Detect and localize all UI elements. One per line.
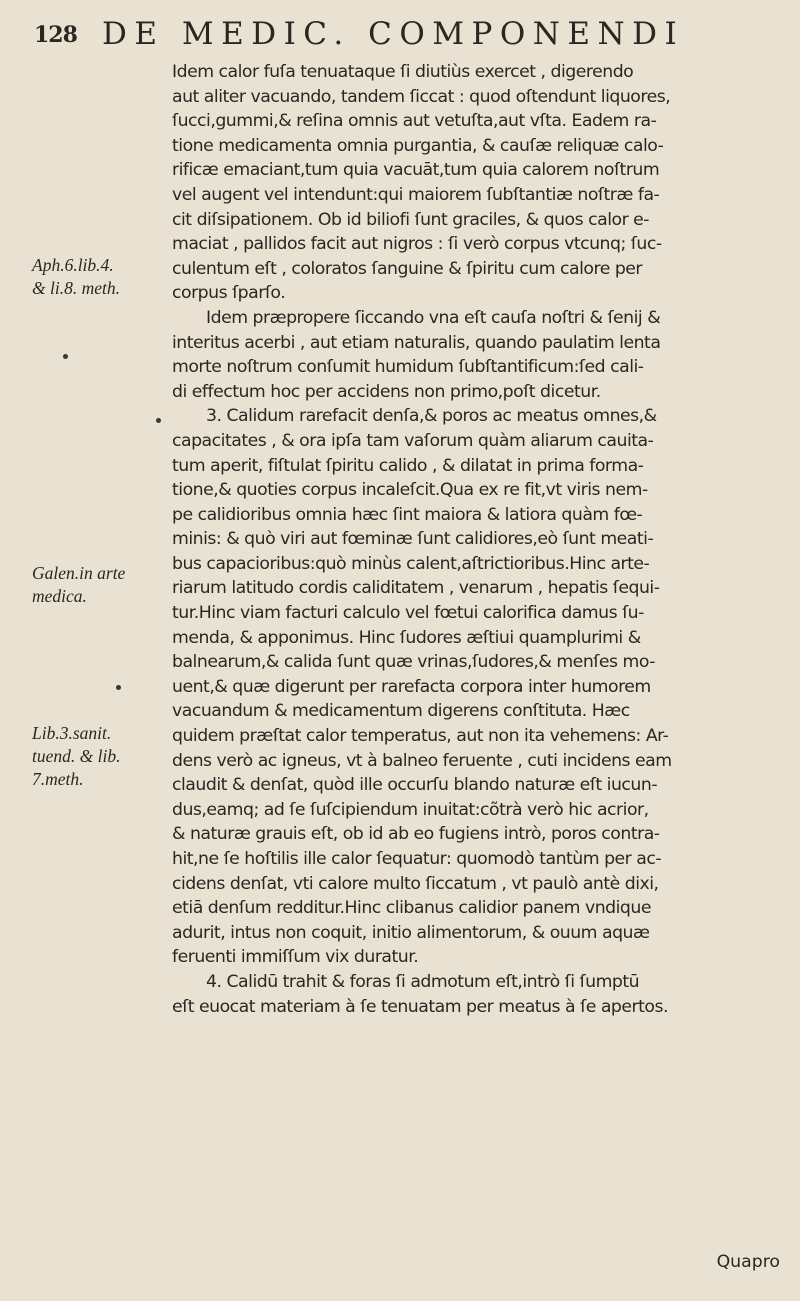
margin-note-line: 7.meth.	[32, 769, 84, 789]
text-line: Idem præpropere ſiccando vna eſt cauſa noſtri & ſenij &	[206, 307, 661, 328]
page-number: 128	[34, 22, 77, 48]
catchword: Quapro	[716, 1252, 780, 1272]
text-line: claudit & denſat, quòd ille occurſu blando naturæ eſt iucun-	[172, 775, 658, 796]
text-line: dens verò ac igneus, vt à balneo feruente , cuti incidens eam	[172, 750, 672, 771]
margin-dot	[116, 685, 121, 690]
page-header	[34, 14, 734, 54]
text-line: interitus acerbi , aut etiam naturalis, quando paulatim lenta	[172, 332, 661, 353]
text-line: feruenti immiſſum vix duratur.	[172, 947, 419, 968]
text-line: balnearum,& calida ſunt quæ vrinas,ſudores,& menſes mo-	[172, 652, 655, 673]
text-line: 3. Calidum rarefacit denſa,& poros ac meatus omnes,&	[206, 406, 657, 427]
text-line: tum aperit, fiſtulat ſpiritu calido , & dilatat in prima forma-	[172, 455, 644, 476]
text-line: pe calidioribus omnia hæc ſint maiora & latiora quàm fœ-	[172, 504, 643, 525]
text-line: adurit, intus non coquit, initio alimentorum, & ouum aquæ	[172, 922, 650, 943]
text-line: minis: & quò viri aut fœminæ ſunt calidiores,eò ſunt meati-	[172, 529, 654, 550]
margin-note-line: medica.	[32, 586, 87, 606]
text-line: riarum latitudo cordis caliditatem , venarum , hepatis ſequi-	[172, 578, 660, 599]
text-line: 4. Calidū trahit & foras ſi admotum eſt,intrò ſi ſumptū	[206, 971, 640, 992]
text-line: eſt euocat materiam à ſe tenuatam per meatus à ſe apertos.	[172, 996, 668, 1017]
text-line: tur.Hinc viam facturi calculo vel fœtui calorifica damus ſu-	[172, 603, 644, 624]
margin-note-line: Galen.in arte	[32, 563, 126, 583]
text-line: & naturæ grauis eſt, ob id ab eo fugiens intrò, poros contra-	[172, 824, 660, 845]
text-line: vacuandum & medicamentum digerens conſtituta. Hæc	[172, 701, 630, 722]
text-line: di effectum hoc per accidens non primo,poſt dicetur.	[172, 381, 601, 402]
text-line: maciat , pallidos facit aut nigros : ſi verò corpus vtcunq; ſuc-	[172, 234, 662, 255]
body-text	[172, 60, 782, 1019]
text-line: menda, & apponimus. Hinc ſudores æſtiui quamplurimi &	[172, 627, 641, 648]
running-title: DE MEDIC. COMPONENDI	[102, 16, 685, 52]
margin-note-line: Lib.3.sanit.	[32, 723, 112, 743]
margin-note	[32, 562, 167, 608]
margin-note	[32, 722, 167, 791]
text-line: ſucci,gummi,& reſina omnis aut vetuſta,aut vſta. Eadem ra-	[172, 111, 657, 132]
text-line: capacitates , & ora ipſa tam vaſorum quàm aliarum cauita-	[172, 430, 654, 451]
margin-note-line: Aph.6.lib.4.	[32, 255, 114, 275]
text-line: tione medicamenta omnia purgantia, & cauſæ reliquæ calo-	[172, 135, 664, 156]
text-line: etiā denſum redditur.Hinc clibanus calidior panem vndique	[172, 898, 651, 919]
text-line: dus,eamq; ad ſe ſuſcipiendum inuitat:cõtrà verò hic acrior,	[172, 799, 649, 820]
margin-note-line: & li.8. meth.	[32, 278, 120, 298]
text-line: rificæ emaciant,tum quia vacuāt,tum quia calorem noſtrum	[172, 160, 660, 181]
text-line: morte noſtrum conſumit humidum ſubſtantificum:ſed cali-	[172, 357, 644, 378]
text-line: bus capacioribus:quò minùs calent,aſtrictioribus.Hinc arte-	[172, 553, 650, 574]
text-line: uent,& quæ digerunt per rarefacta corpora inter humorem	[172, 676, 651, 697]
text-line: Idem calor fuſa tenuataque ſi diutiùs exercet , digerendo	[172, 62, 634, 82]
text-line: vel augent vel intendunt:qui maiorem ſubſtantiæ noſtræ fa-	[172, 184, 660, 205]
text-line: culentum eſt , coloratos ſanguine & ſpiritu cum calore per	[172, 258, 643, 279]
text-line: quidem præſtat calor temperatus, aut non ita vehemens: Ar-	[172, 726, 669, 747]
text-line: cidens denſat, vti calore multo ſiccatum , vt paulò antè dixi,	[172, 873, 659, 894]
margin-note	[32, 254, 167, 300]
margin-dot	[63, 354, 68, 359]
text-line: hit,ne ſe hoſtilis ille calor ſequatur: quomodò tantùm per ac-	[172, 849, 662, 869]
text-line: cit diſsipationem. Ob id biliofi ſunt graciles, & quos calor e-	[172, 209, 650, 230]
text-line: tione,& quoties corpus incaleſcit.Qua ex re fit,vt viris nem-	[172, 480, 648, 501]
text-line: corpus ſparſo.	[172, 283, 286, 304]
text-line: aut aliter vacuando, tandem ſiccat : quod oſtendunt liquores,	[172, 86, 671, 107]
margin-dot	[156, 418, 161, 423]
margin-note-line: tuend. & lib.	[32, 746, 121, 766]
